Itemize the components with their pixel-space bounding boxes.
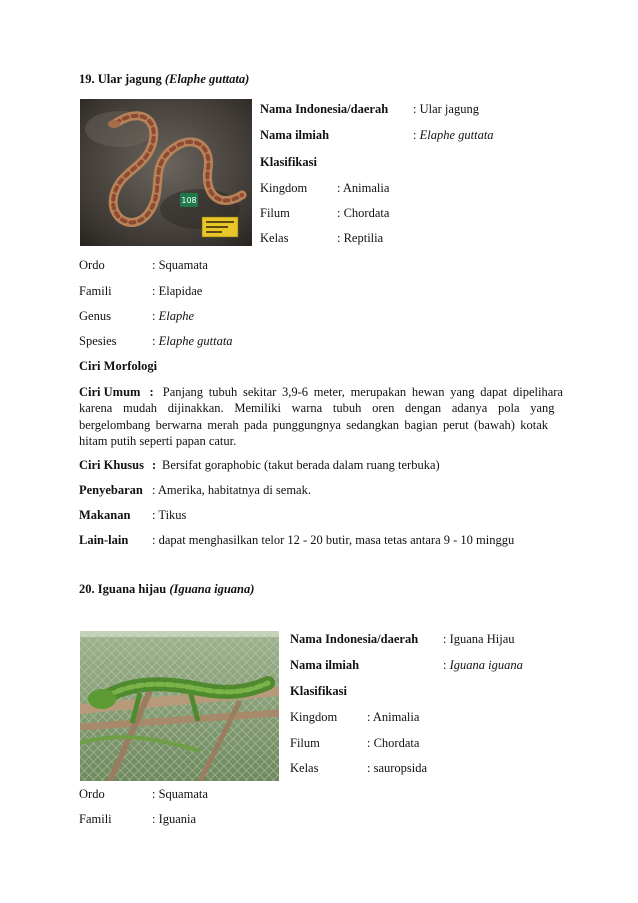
s20-nama-value: : Iguana Hijau (443, 632, 515, 646)
s19-ciri-khusus-colon: : (152, 458, 157, 472)
s19-penyebaran-label: Penyebaran (79, 483, 143, 497)
s19-ilmiah-label: Nama ilmiah (260, 128, 330, 142)
s20-kingdom-value: : Animalia (367, 710, 420, 724)
s19-ciri-khusus-value: Bersifat goraphobic (takut berada dalam ruang terbuka) (162, 458, 440, 472)
s19-penyebaran-value: : Amerika, habitatnya di semak. (152, 483, 311, 497)
s19-ciri-umum-line3: bergelombang berwarna merah pada punggungnya sedangkan bagian perut (bawah) kotak (79, 418, 549, 432)
section-19-title (79, 72, 249, 87)
s19-ordo-value: : Squamata (152, 258, 208, 272)
s19-spesies-colon: : (152, 334, 159, 348)
s20-famili-value: : Iguania (152, 812, 197, 826)
s19-ciri-umum-colon: : (149, 385, 154, 399)
s20-kelas-label: Kelas (290, 761, 319, 775)
photo-tag-number: 108 (181, 196, 197, 205)
s19-genus-scientific: Elaphe (158, 309, 195, 323)
s19-ciri-umum-line2: karena mudah dijinakkan. Memiliki warna tubuh oren dengan adanya pola yang (79, 401, 555, 415)
s20-klasifikasi-heading: Klasifikasi (290, 684, 347, 698)
s20-filum-label: Filum (290, 736, 320, 750)
s19-ciri-umum-label: Ciri Umum (79, 385, 141, 399)
s19-lain-value: : dapat menghasilkan telor 12 - 20 butir, masa tetas antara 9 - 10 minggu (152, 533, 515, 547)
s19-ordo-label: Ordo (79, 258, 105, 272)
s20-filum-value: : Chordata (367, 736, 420, 750)
s20-ilmiah-colon: : (443, 658, 450, 672)
s19-genus-colon: : (152, 309, 159, 323)
section-20-title-number: 20. Iguana hijau (79, 582, 167, 596)
s19-kingdom-label: Kingdom (260, 181, 308, 195)
s20-kelas-value: : sauropsida (367, 761, 428, 775)
s20-ilmiah-label: Nama ilmiah (290, 658, 360, 672)
s20-kingdom-label: Kingdom (290, 710, 338, 724)
s19-ciri-umum-line4: hitam putih seperti papan catur. (79, 434, 237, 448)
s19-nama-value: : Ular jagung (413, 102, 479, 116)
s19-ilmiah-scientific: Elaphe guttata (419, 128, 494, 142)
section-20-title (79, 582, 254, 597)
s19-ilmiah-colon: : (413, 128, 420, 142)
s19-makanan-value: : Tikus (152, 508, 187, 522)
s20-ordo-label: Ordo (79, 787, 105, 801)
s19-famili-value: : Elapidae (152, 284, 203, 298)
s19-ciri-umum-text1: Panjang tubuh sekitar 3,9-6 meter, merupakan hewan yang dapat dipelihara (162, 385, 563, 399)
s19-famili-label: Famili (79, 284, 112, 298)
s19-ciri-morfologi-heading: Ciri Morfologi (79, 359, 158, 373)
s19-kelas-value: : Reptilia (337, 231, 384, 245)
section-20-title-scientific: (Iguana iguana) (169, 582, 255, 596)
s19-genus-value (152, 309, 194, 324)
s19-kelas-label: Kelas (260, 231, 289, 245)
s20-ilmiah-scientific: Iguana iguana (449, 658, 523, 672)
green-iguana-photo (80, 631, 279, 781)
s19-ciri-khusus-label: Ciri Khusus (79, 458, 144, 472)
s19-lain-label: Lain-lain (79, 533, 129, 547)
s20-ilmiah-value (443, 658, 523, 673)
s19-filum-label: Filum (260, 206, 290, 220)
s20-famili-label: Famili (79, 812, 112, 826)
s19-nama-label: Nama Indonesia/daerah (260, 102, 389, 116)
s20-ordo-value: : Squamata (152, 787, 208, 801)
s19-spesies-scientific: Elaphe guttata (158, 334, 233, 348)
s19-ilmiah-value (413, 128, 494, 143)
s19-makanan-label: Makanan (79, 508, 131, 522)
s19-filum-value: : Chordata (337, 206, 390, 220)
s19-ciri-umum-line1 (79, 385, 563, 400)
s19-kingdom-value: : Animalia (337, 181, 390, 195)
corn-snake-photo (80, 99, 252, 246)
s19-spesies-label: Spesies (79, 334, 117, 348)
s19-genus-label: Genus (79, 309, 111, 323)
section-19-title-number: 19. Ular jagung (79, 72, 162, 86)
section-19-title-scientific: (Elaphe guttata) (164, 72, 250, 86)
s19-klasifikasi-heading: Klasifikasi (260, 155, 317, 169)
s20-nama-label: Nama Indonesia/daerah (290, 632, 419, 646)
s19-spesies-value (152, 334, 233, 349)
